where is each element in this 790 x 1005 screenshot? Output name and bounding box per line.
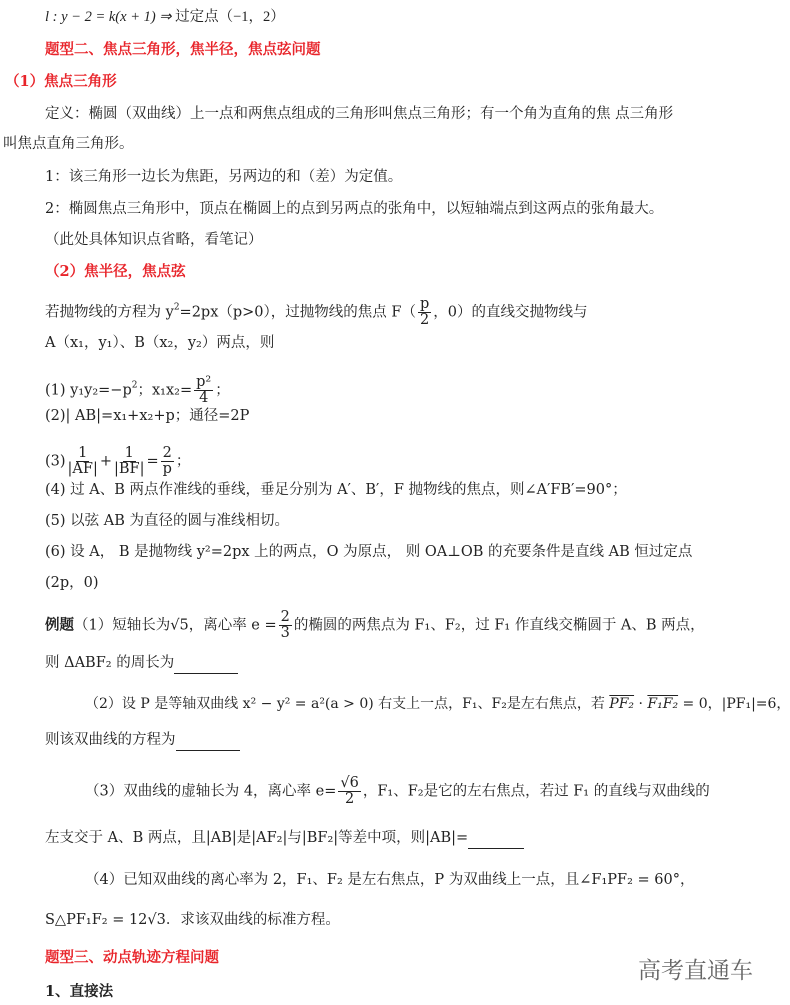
text: 则该双曲线的方程为 (45, 732, 176, 748)
note: （此处具体知识点省略，看笔记） (45, 232, 263, 248)
example-3 (85, 776, 710, 807)
text: · (634, 696, 648, 712)
denominator: 2 (420, 312, 430, 328)
sub2-title: （2）焦半径，焦点弦 (45, 263, 186, 280)
example-2-cont (45, 730, 240, 751)
denominator: |AF| (67, 461, 98, 477)
definition-line1: 定义：椭圆（双曲线）上一点和两焦点组成的三角形叫焦点三角形；有一个角为直角的焦 点三角形 (45, 106, 674, 122)
item-6-cont: (2p，0) (45, 575, 99, 591)
denominator: 2 (345, 791, 355, 807)
text: 的椭圆的两焦点为 F₁、F₂，过 F₁ 作直线交椭圆于 A、B 两点， (293, 617, 705, 634)
parabola-line: 若抛物线的方程为 $y^2=2px(p>0)$，过抛物线的焦点 F（ $\frac{p}{2}$ ，0）的直线交抛物线与 (45, 296, 588, 328)
denominator: 4 (199, 390, 209, 406)
fraction (279, 610, 292, 641)
example-1-cont (45, 653, 238, 674)
fraction (161, 446, 174, 477)
text: ； (215, 382, 230, 399)
text: 则 ΔABF₂ 的周长为 (45, 655, 175, 671)
denominator: p (162, 461, 172, 477)
denominator: |BF| (114, 461, 145, 477)
item-5: (5) 以弦 AB 为直径的圆与准线相切。 (45, 513, 289, 529)
text: = 0，|PF₁|=6， (678, 696, 790, 712)
sub1-title: （1）焦点三角形 (5, 73, 117, 90)
method-1: 1、直接法 (45, 983, 114, 1000)
line-eq: l : y − 2 = k(x + 1) ⇒ (45, 9, 176, 25)
watermark: 高考直通车 (638, 958, 753, 984)
text: 左支交于 A、B 两点，且|AB|是|AF₂|与|BF₂|等差中项，则|AB|= (45, 830, 469, 846)
numerator: 2 (280, 609, 290, 625)
text: （3）双曲线的虚轴长为 4，离心率 e= (85, 783, 337, 800)
example-1 (45, 610, 705, 641)
text: ，0）的直线交抛物线与 (433, 304, 588, 321)
item-2: (2)| AB|=x₁+x₂+p；通径=2P (45, 408, 250, 424)
text: （2）设 P 是等轴双曲线 x² − y² = a²(a > 0) 右支上一点，F₁、F₂是左右焦点，若 (85, 696, 610, 712)
text: ； (175, 453, 191, 470)
text: ，F₁、F₂是它的左右焦点，若过 F₁ 的直线与双曲线的 (362, 783, 710, 800)
definition-line2: 叫焦点直角三角形。 (3, 136, 134, 152)
answer-blank[interactable] (174, 653, 238, 674)
vector: PF₂ (609, 696, 635, 712)
text: 若抛物线的方程为 y (45, 304, 174, 321)
item-6: (6) 设 A， B 是抛物线 y²=2px 上的两点，O 为原点， 则 OA⊥OB 的充要条件是直线 AB 恒过定点 (45, 544, 693, 560)
fraction (338, 776, 360, 807)
example-2 (85, 694, 790, 714)
numerator: 1 (124, 445, 134, 461)
numerator: √6 (340, 775, 359, 791)
example-4: （4）已知双曲线的离心率为 2，F₁、F₂ 是左右焦点，P 为双曲线上一点，且∠F₁PF₂ = 60°， (85, 872, 695, 888)
text: + (99, 453, 113, 470)
example-label: 例题 (45, 616, 74, 634)
answer-blank[interactable] (176, 730, 240, 751)
text: ；x₁x₂= (137, 382, 193, 399)
numerator: p (419, 296, 430, 312)
points-line: A（x₁，y₁）、B（x₂，y₂）两点，则 (45, 335, 275, 351)
fraction (68, 446, 98, 477)
fraction (418, 297, 431, 328)
item-3 (45, 446, 190, 477)
text: =2px（p>0），过抛物线的焦点 F（ (179, 304, 416, 321)
vector: F₁F₂ (647, 696, 679, 712)
fraction (194, 375, 213, 406)
answer-blank[interactable] (468, 828, 524, 849)
numerator: 1 (78, 445, 88, 461)
text: = (146, 453, 159, 470)
item-1: (1) $y_1y_2=-p^2$；x₁x₂= $\frac{\text{p²}}{4}$ ； (45, 374, 230, 406)
numerator: p² (196, 374, 212, 390)
fixed-point-text: 过定点（−1，2） (175, 9, 285, 25)
property-2: 2：椭圆焦点三角形中，顶点在椭圆上的点到另两点的张角中，以短轴端点到这两点的张角最大。 (45, 201, 664, 217)
example-4-cont: S△PF₁F₂ = 12√3．求该双曲线的标准方程。 (45, 912, 340, 928)
denominator: 3 (280, 625, 290, 641)
section2-title: 题型二、焦点三角形，焦半径，焦点弦问题 (45, 41, 321, 58)
numerator: 2 (162, 445, 172, 461)
item-4: (4) 过 A、B 两点作准线的垂线，垂足分别为 A′、B′，F 抛物线的焦点，则∠A′FB′=90°； (45, 482, 627, 498)
line-equation (45, 7, 285, 27)
fraction (114, 446, 145, 477)
text: （1）短轴长为√5，离心率 e = (74, 617, 277, 634)
section3-title: 题型三、动点轨迹方程问题 (45, 949, 219, 966)
text: (1) y₁y₂=−p (45, 382, 132, 399)
property-1: 1：该三角形一边长为焦距，另两边的和（差）为定值。 (45, 169, 403, 185)
example-3-cont (45, 828, 524, 849)
text: (3) (45, 453, 66, 470)
